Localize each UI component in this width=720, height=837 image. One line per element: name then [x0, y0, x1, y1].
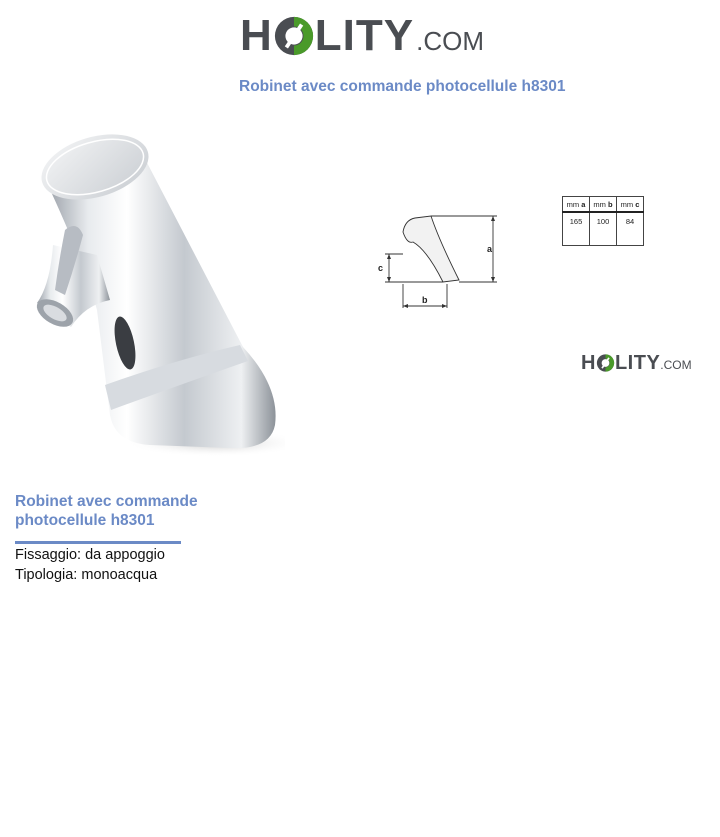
- table-header-row: [563, 197, 644, 213]
- product-image: [25, 125, 285, 460]
- brand-logo-letters: LITY: [614, 352, 661, 374]
- brand-logo-suffix: .COM: [416, 26, 484, 56]
- dimension-table: [562, 196, 644, 246]
- table-cell: 100: [590, 212, 617, 246]
- header-unit: mm: [566, 199, 580, 209]
- product-title: Robinet avec commande photocellule h8301: [15, 493, 198, 529]
- dimension-label-b: b: [422, 295, 428, 305]
- brand-logo-letters: LITY: [314, 11, 415, 60]
- header-unit: mm: [593, 199, 606, 209]
- dimension-label-a: a: [487, 244, 493, 254]
- title-divider: [15, 541, 181, 544]
- header-dim: c: [635, 199, 640, 209]
- header-dim: b: [608, 199, 613, 209]
- spec-type: Tipologia: monoacqua: [15, 567, 158, 583]
- brand-logo-small: [581, 353, 692, 373]
- header-dim: a: [581, 199, 586, 209]
- table-header-cell: [563, 197, 590, 213]
- table-header-cell: [617, 197, 644, 213]
- table-row: [563, 212, 644, 246]
- table-cell: 84: [617, 212, 644, 246]
- dimension-drawing: [375, 210, 505, 310]
- brand-o-icon: [596, 353, 615, 373]
- brand-logo-letter-h: H: [581, 352, 596, 374]
- product-specs: [15, 545, 165, 585]
- page-title: Robinet avec commande photocellule h8301: [239, 78, 566, 95]
- brand-logo: [240, 11, 484, 60]
- table-header-cell: [590, 197, 617, 213]
- brand-o-icon: [273, 14, 315, 58]
- dimension-label-c: c: [378, 263, 384, 273]
- header-unit: mm: [620, 199, 634, 209]
- brand-logo-suffix: .COM: [660, 358, 692, 372]
- spec-fixing: Fissaggio: da appoggio: [15, 547, 165, 563]
- table-cell: 165: [563, 212, 590, 246]
- brand-logo-letter-h: H: [240, 11, 273, 60]
